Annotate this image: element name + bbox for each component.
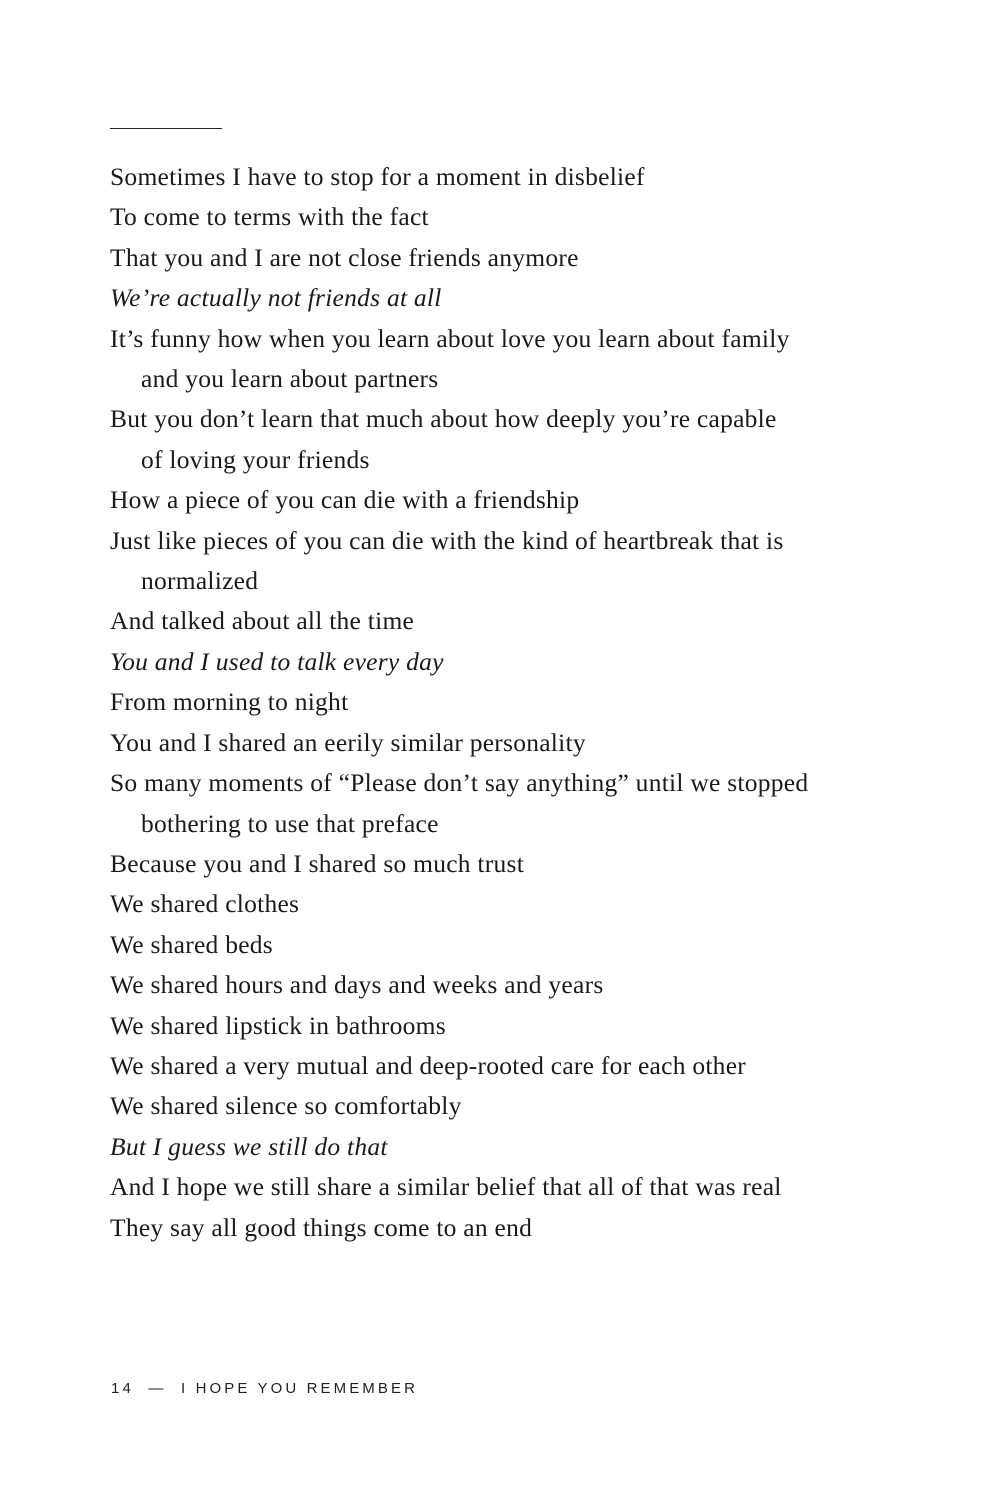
poem-line: Just like pieces of you can die with the kind of heartbreak that is [110,525,784,555]
poem-line: To come to terms with the fact [110,202,429,232]
poem-line: We shared hours and days and weeks and years [110,970,604,1000]
poem-line: We’re actually not friends at all [110,283,442,313]
poem-line: We shared clothes [110,889,300,919]
poem-line: We shared silence so comfortably [110,1091,462,1121]
poem-line: Because you and I shared so much trust [110,848,525,878]
poem-line: And talked about all the time [110,606,415,636]
poem-line: And I hope we still share a similar belief that all of that was real [110,1172,782,1202]
poem-line: bothering to use that preface [141,808,439,838]
poem-line: Sometimes I have to stop for a moment in disbelief [110,162,645,191]
poem-line: But I guess we still do that [110,1131,388,1161]
section-divider-rule [110,128,222,129]
poem-line: of loving your friends [141,444,370,474]
poem-body [110,157,840,1248]
poem-line: normalized [141,566,259,596]
poem-line: So many moments of “Please don’t say anything” until we stopped [110,768,809,798]
poem-line: That you and I are not close friends anymore [110,242,579,272]
poem-line: and you learn about partners [141,364,439,394]
poem-line: They say all good things come to an end [110,1212,533,1242]
poem-line: We shared lipstick in bathrooms [110,1010,446,1040]
poem-line: You and I used to talk every day [110,646,444,676]
poem-line: We shared a very mutual and deep-rooted care for each other [110,1050,747,1080]
poem-line: But you don’t learn that much about how deeply you’re capable [110,404,777,434]
poem-line: It’s funny how when you learn about love you learn about family [110,323,790,353]
poem-line: We shared beds [110,929,273,959]
poem-line: From morning to night [110,687,349,717]
running-footer: 14 — I HOPE YOU REMEMBER [111,1380,419,1397]
poem-line: You and I shared an eerily similar personality [110,727,586,757]
poem-line: How a piece of you can die with a friendship [110,485,580,515]
